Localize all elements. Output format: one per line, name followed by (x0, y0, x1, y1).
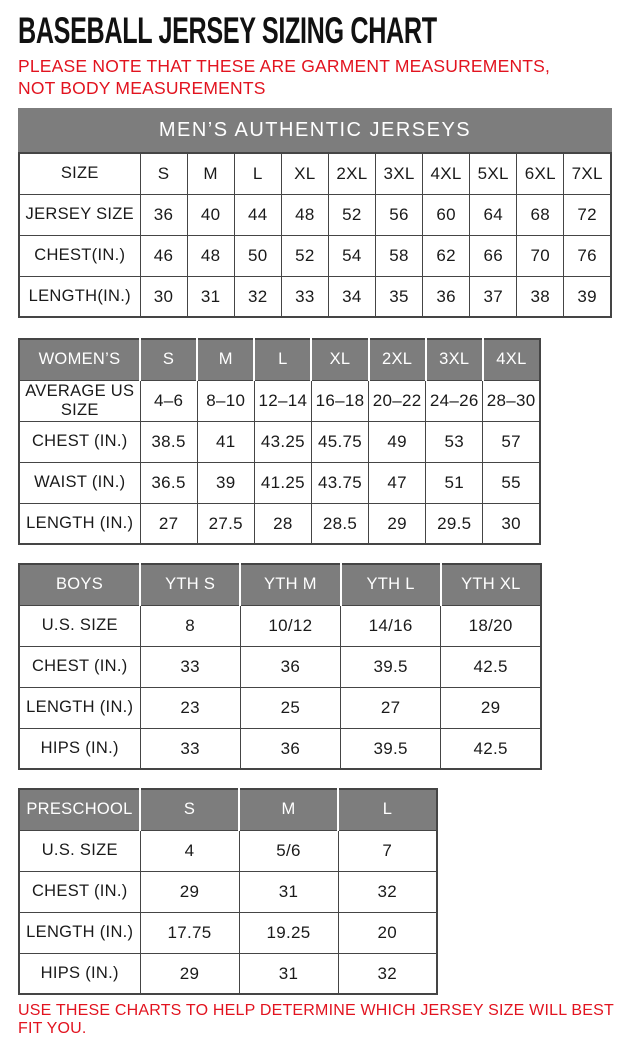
size-value-cell: 70 (517, 235, 564, 276)
size-value-cell: 4 (140, 830, 239, 871)
row-label: WOMEN’S (19, 339, 140, 380)
row-label: LENGTH (IN.) (19, 687, 140, 728)
size-value-cell: 43.25 (254, 421, 311, 462)
size-value-cell: 49 (369, 421, 426, 462)
size-value-cell: 46 (140, 235, 187, 276)
measurement-row (19, 953, 437, 994)
size-value-cell: 29 (140, 953, 239, 994)
size-column-header: YTH L (341, 564, 441, 605)
size-value-cell: 37 (470, 276, 517, 317)
row-label: CHEST(IN.) (19, 235, 140, 276)
size-value-cell: 48 (187, 235, 234, 276)
measurement-row (19, 605, 541, 646)
size-value-cell: 51 (426, 462, 483, 503)
row-label: JERSEY SIZE (19, 194, 140, 235)
measurement-row (19, 728, 541, 769)
row-label: LENGTH (IN.) (19, 912, 140, 953)
size-value-cell: 18/20 (441, 605, 541, 646)
mens-section (18, 108, 633, 318)
row-label: SIZE (19, 153, 140, 194)
size-value-cell: 39 (564, 276, 611, 317)
size-value-cell: 28.5 (311, 503, 368, 544)
size-column-header: 3XL (426, 339, 483, 380)
size-value-cell: 43.75 (311, 462, 368, 503)
size-column-header: L (234, 153, 281, 194)
row-label: CHEST (IN.) (19, 421, 140, 462)
measurement-row (19, 421, 540, 462)
size-value-cell: 45.75 (311, 421, 368, 462)
size-header-row (19, 564, 541, 605)
size-value-cell: 27 (341, 687, 441, 728)
size-value-cell: 29.5 (426, 503, 483, 544)
size-column-header: 3XL (375, 153, 422, 194)
row-label: BOYS (19, 564, 140, 605)
size-column-header: 4XL (483, 339, 540, 380)
size-value-cell: 41.25 (254, 462, 311, 503)
row-label: LENGTH(IN.) (19, 276, 140, 317)
row-label: LENGTH (IN.) (19, 503, 140, 544)
size-value-cell: 38.5 (140, 421, 197, 462)
womens-sizing-table (18, 338, 541, 545)
size-column-header: XL (281, 153, 328, 194)
size-value-cell: 23 (140, 687, 240, 728)
size-value-cell: 39 (197, 462, 254, 503)
size-column-header: M (197, 339, 254, 380)
row-label: U.S. SIZE (19, 605, 140, 646)
size-value-cell: 33 (281, 276, 328, 317)
size-value-cell: 39.5 (341, 728, 441, 769)
size-value-cell: 55 (483, 462, 540, 503)
size-column-header: S (140, 339, 197, 380)
size-column-header: 2XL (328, 153, 375, 194)
mens-banner: MEN’S AUTHENTIC JERSEYS (18, 108, 612, 152)
size-value-cell: 36 (240, 728, 340, 769)
garment-measurement-note: PLEASE NOTE THAT THESE ARE GARMENT MEASUREMENTS, NOT BODY MEASUREMENTS (18, 56, 551, 98)
size-value-cell: 12–14 (254, 380, 311, 421)
page-title-wrap (18, 8, 633, 51)
size-value-cell: 42.5 (441, 728, 541, 769)
footer-note: USE THESE CHARTS TO HELP DETERMINE WHICH JERSEY SIZE WILL BEST FIT YOU. (18, 1002, 614, 1038)
size-value-cell: 30 (140, 276, 187, 317)
size-column-header: 4XL (423, 153, 470, 194)
size-value-cell: 52 (281, 235, 328, 276)
size-value-cell: 5/6 (239, 830, 338, 871)
size-value-cell: 28–30 (483, 380, 540, 421)
size-value-cell: 72 (564, 194, 611, 235)
size-value-cell: 33 (140, 728, 240, 769)
measurement-row (19, 462, 540, 503)
boys-sizing-table (18, 563, 542, 770)
size-value-cell: 40 (187, 194, 234, 235)
size-value-cell: 35 (375, 276, 422, 317)
measurement-row (19, 380, 540, 421)
measurement-row (19, 276, 611, 317)
size-value-cell: 58 (375, 235, 422, 276)
size-column-header: S (140, 789, 239, 830)
size-value-cell: 32 (338, 871, 437, 912)
size-value-cell: 32 (338, 953, 437, 994)
size-column-header: YTH S (140, 564, 240, 605)
preschool-sizing-table (18, 788, 438, 995)
size-value-cell: 53 (426, 421, 483, 462)
size-value-cell: 38 (517, 276, 564, 317)
size-value-cell: 34 (328, 276, 375, 317)
size-column-header: YTH M (240, 564, 340, 605)
row-label: PRESCHOOL (19, 789, 140, 830)
size-value-cell: 48 (281, 194, 328, 235)
size-column-header: M (187, 153, 234, 194)
row-label: WAIST (IN.) (19, 462, 140, 503)
mens-sizing-table (18, 152, 612, 318)
size-value-cell: 50 (234, 235, 281, 276)
size-value-cell: 30 (483, 503, 540, 544)
size-value-cell: 36 (240, 646, 340, 687)
page-title: BASEBALL JERSEY SIZING CHART (18, 10, 437, 51)
size-value-cell: 25 (240, 687, 340, 728)
size-column-header: L (254, 339, 311, 380)
size-header-row (19, 339, 540, 380)
size-value-cell: 52 (328, 194, 375, 235)
measurement-row (19, 194, 611, 235)
size-value-cell: 24–26 (426, 380, 483, 421)
size-value-cell: 29 (441, 687, 541, 728)
measurement-row (19, 912, 437, 953)
size-value-cell: 31 (239, 871, 338, 912)
size-value-cell: 76 (564, 235, 611, 276)
size-value-cell: 17.75 (140, 912, 239, 953)
size-value-cell: 28 (254, 503, 311, 544)
measurement-row (19, 646, 541, 687)
size-value-cell: 20–22 (369, 380, 426, 421)
size-value-cell: 19.25 (239, 912, 338, 953)
size-value-cell: 29 (369, 503, 426, 544)
size-value-cell: 27 (140, 503, 197, 544)
size-value-cell: 54 (328, 235, 375, 276)
measurement-row (19, 235, 611, 276)
row-label: HIPS (IN.) (19, 953, 140, 994)
measurement-row (19, 687, 541, 728)
size-value-cell: 36 (140, 194, 187, 235)
size-column-header: L (338, 789, 437, 830)
size-column-header: XL (311, 339, 368, 380)
size-value-cell: 44 (234, 194, 281, 235)
measurement-row (19, 871, 437, 912)
size-value-cell: 36 (423, 276, 470, 317)
size-value-cell: 14/16 (341, 605, 441, 646)
size-value-cell: 8–10 (197, 380, 254, 421)
size-value-cell: 68 (517, 194, 564, 235)
size-value-cell: 27.5 (197, 503, 254, 544)
size-value-cell: 20 (338, 912, 437, 953)
size-value-cell: 60 (423, 194, 470, 235)
measurement-row (19, 503, 540, 544)
size-value-cell: 56 (375, 194, 422, 235)
womens-section (18, 338, 633, 545)
size-value-cell: 64 (470, 194, 517, 235)
size-column-header: S (140, 153, 187, 194)
size-value-cell: 66 (470, 235, 517, 276)
measurement-row (19, 830, 437, 871)
row-label: CHEST (IN.) (19, 646, 140, 687)
size-value-cell: 47 (369, 462, 426, 503)
size-value-cell: 31 (239, 953, 338, 994)
size-value-cell: 16–18 (311, 380, 368, 421)
size-value-cell: 39.5 (341, 646, 441, 687)
row-label: AVERAGE US SIZE (19, 380, 140, 421)
size-value-cell: 36.5 (140, 462, 197, 503)
row-label: CHEST (IN.) (19, 871, 140, 912)
boys-section (18, 563, 633, 770)
size-column-header: 7XL (564, 153, 611, 194)
size-header-row (19, 789, 437, 830)
size-value-cell: 32 (234, 276, 281, 317)
row-label: U.S. SIZE (19, 830, 140, 871)
size-header-row (19, 153, 611, 194)
size-value-cell: 33 (140, 646, 240, 687)
size-column-header: M (239, 789, 338, 830)
size-value-cell: 62 (423, 235, 470, 276)
row-label: HIPS (IN.) (19, 728, 140, 769)
size-value-cell: 10/12 (240, 605, 340, 646)
size-value-cell: 8 (140, 605, 240, 646)
size-column-header: YTH XL (441, 564, 541, 605)
size-column-header: 6XL (517, 153, 564, 194)
size-column-header: 5XL (470, 153, 517, 194)
size-value-cell: 31 (187, 276, 234, 317)
size-value-cell: 42.5 (441, 646, 541, 687)
size-value-cell: 4–6 (140, 380, 197, 421)
size-value-cell: 41 (197, 421, 254, 462)
size-value-cell: 7 (338, 830, 437, 871)
size-value-cell: 57 (483, 421, 540, 462)
size-value-cell: 29 (140, 871, 239, 912)
preschool-section (18, 788, 633, 995)
size-column-header: 2XL (369, 339, 426, 380)
